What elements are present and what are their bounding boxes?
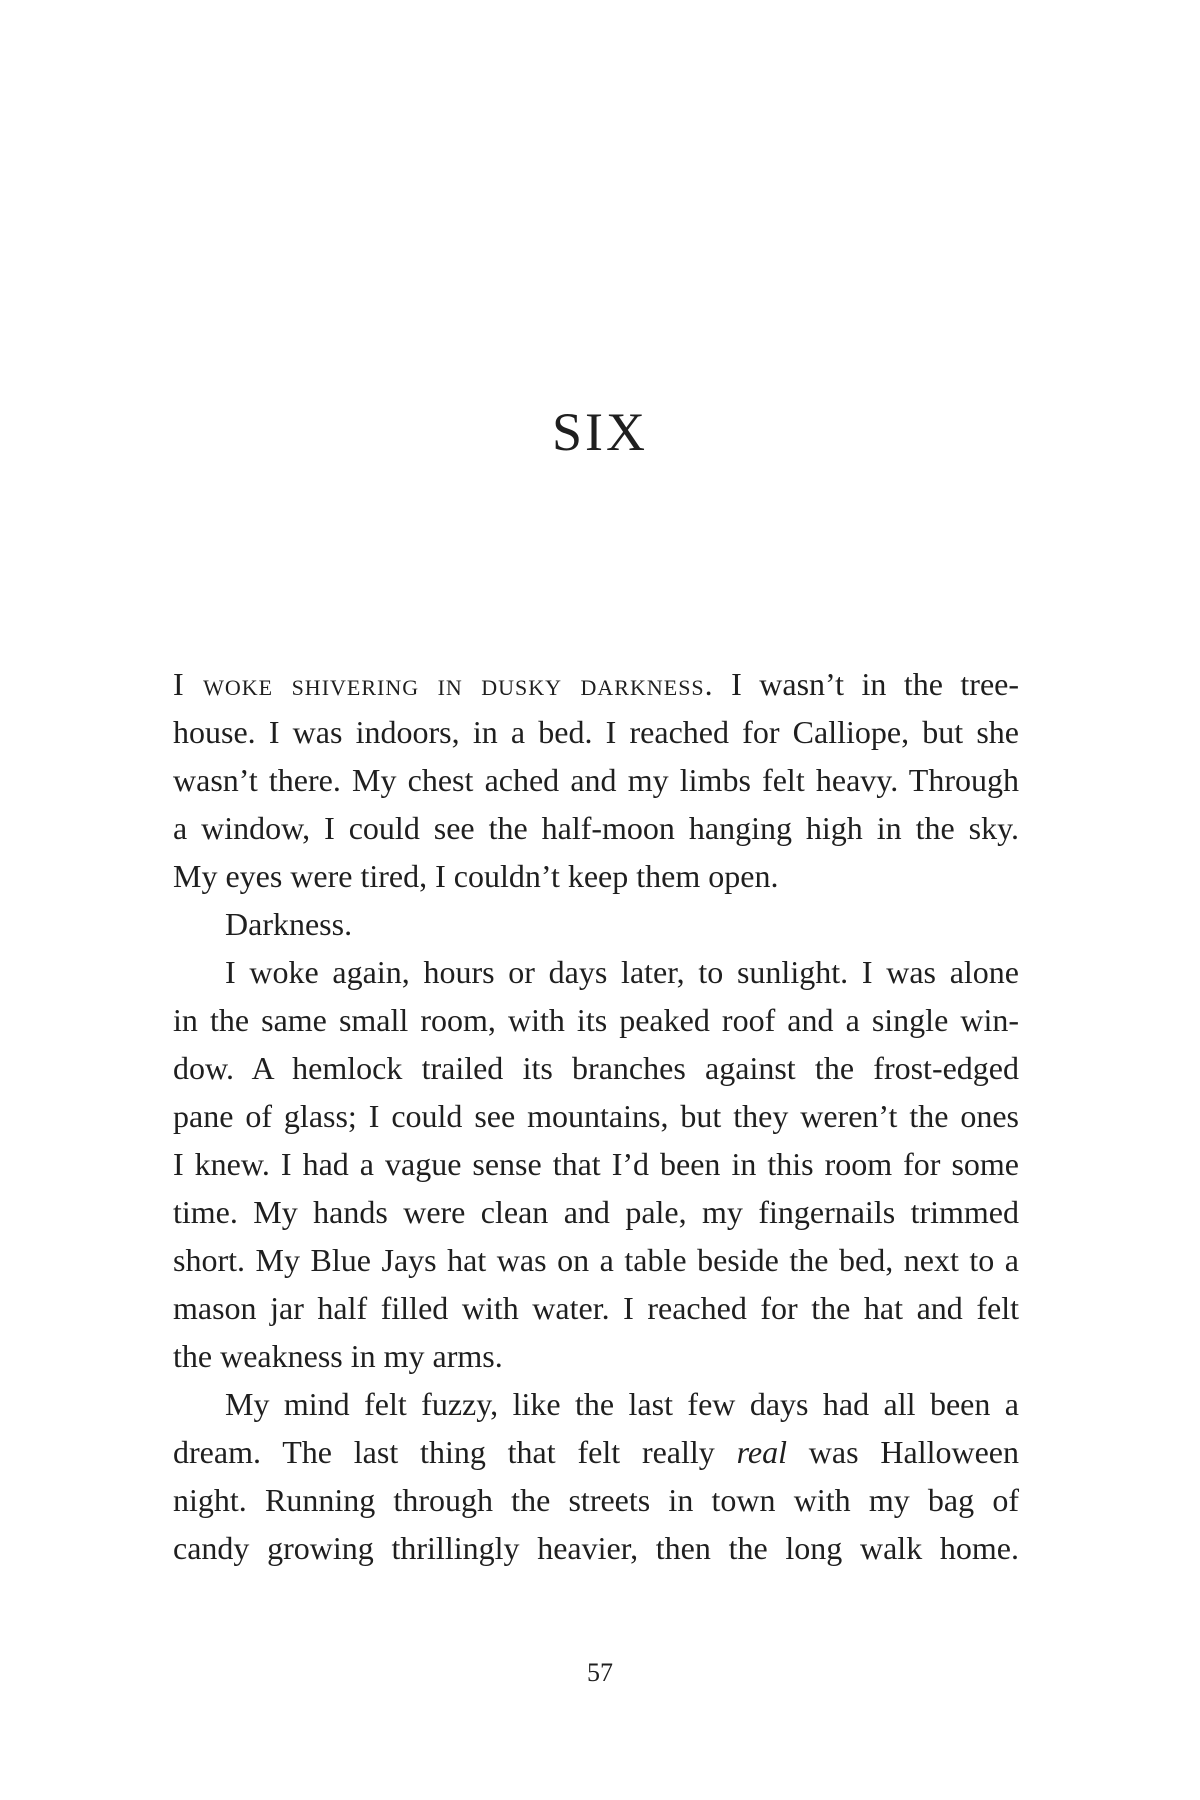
text-line: wasn’t there. My chest ached and my limbs felt heavy. Through: [173, 762, 1019, 798]
text-line: house. I was indoors, in a bed. I reached for Calliope, but she: [173, 714, 1019, 750]
text-line: the weakness in my arms.: [173, 1338, 503, 1374]
text-line: [173, 1428, 1019, 1476]
text-line: I woke again, hours or days later, to sunlight. I was alone: [225, 954, 1019, 990]
text-line: pane of glass; I could see mountains, but they weren’t the ones: [173, 1098, 1019, 1134]
text-line: short. My Blue Jays hat was on a table beside the bed, next to a: [173, 1242, 1019, 1278]
text-line: a window, I could see the half-moon hanging high in the sky.: [173, 810, 1019, 846]
text-line: [173, 660, 1019, 708]
chapter-title: SIX: [551, 402, 648, 462]
text-span: was Halloween: [786, 1434, 1019, 1470]
chapter-body: [173, 660, 1019, 1572]
text-line: time. My hands were clean and pale, my fingernails trimmed: [173, 1194, 1019, 1230]
text-line: night. Running through the streets in town with my bag of: [173, 1482, 1019, 1518]
opening-smallcaps: I woke shivering in dusky darkness.: [173, 666, 714, 702]
text-line: My eyes were tired, I couldn’t keep them open.: [173, 858, 779, 894]
text-span: dream. The last thing that felt really: [173, 1434, 737, 1470]
text-line: mason jar half filled with water. I reached for the hat and felt: [173, 1290, 1019, 1326]
text-span: I wasn’t in the tree-: [713, 666, 1019, 702]
page-number: 57: [587, 1658, 613, 1687]
text-line: My mind felt fuzzy, like the last few days had all been a: [225, 1386, 1019, 1422]
text-line: I knew. I had a vague sense that I’d been in this room for some: [173, 1146, 1019, 1182]
text-line: candy growing thrillingly heavier, then the long walk home.: [173, 1530, 1019, 1566]
text-line: Darkness.: [225, 906, 353, 942]
text-line: dow. A hemlock trailed its branches against the frost-edged: [173, 1050, 1019, 1086]
text-line: in the same small room, with its peaked roof and a single win-: [173, 1002, 1019, 1038]
italic-word: real: [736, 1434, 787, 1470]
